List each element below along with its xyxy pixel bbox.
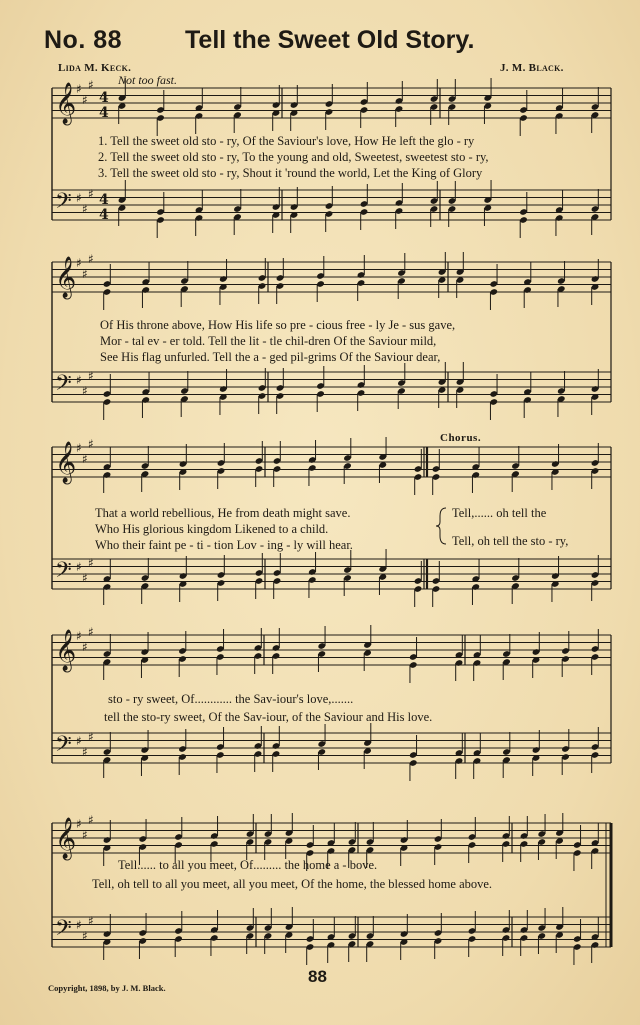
sharp-sign: ♯	[88, 369, 94, 383]
bass-clef: 𝄢	[55, 732, 72, 762]
lyricist-credit: Lida M. Keck.	[58, 62, 132, 74]
sharp-sign: ♯	[88, 625, 94, 639]
sharp-sign: ♯	[88, 730, 94, 744]
verse-1-line-1: 1. Tell the sweet old sto - ry, Of the Saviour's love, How He left the glo - ry	[98, 134, 475, 148]
time-signature-top: 4	[99, 192, 109, 208]
verse-1-line-2: Of His throne above, How His life so pre - cious free - ly Je - sus gave,	[100, 318, 456, 332]
treble-clef: 𝄞	[55, 818, 77, 859]
sharp-sign: ♯	[76, 441, 82, 455]
sharp-sign: ♯	[76, 629, 82, 643]
sharp-sign: ♯	[76, 373, 82, 387]
copyright-notice: Copyright, 1898, by J. M. Black.	[48, 983, 166, 993]
verse-3-line-2: See His flag unfurled. Tell the a - ged pil-grims Of the Saviour dear,	[100, 350, 441, 364]
sharp-sign: ♯	[82, 452, 88, 466]
sharp-sign: ♯	[76, 560, 82, 574]
verse-3-line-3: Who their faint pe - ti - tion Lov - ing - ly will hear.	[95, 538, 353, 552]
sharp-sign: ♯	[82, 571, 88, 585]
bass-clef: 𝄢	[55, 558, 72, 588]
sharp-sign: ♯	[82, 202, 88, 216]
sharp-sign: ♯	[88, 556, 94, 570]
sharp-sign: ♯	[88, 813, 94, 827]
treble-clef: 𝄞	[55, 442, 77, 483]
treble-clef: 𝄞	[55, 630, 77, 671]
hymn-title: Tell the Sweet Old Story.	[185, 26, 475, 54]
sharp-sign: ♯	[82, 745, 88, 759]
chorus-line-3-upper: Tell...... to all you meet, Of......... the home a - bove.	[118, 858, 378, 872]
chorus-label: Chorus.	[440, 432, 482, 444]
sharp-sign: ♯	[76, 817, 82, 831]
chorus-bracket	[436, 508, 446, 544]
sharp-sign: ♯	[88, 914, 94, 928]
verse-2-line-1: 2. Tell the sweet old sto - ry, To the young and old, Sweetest, sweetest sto - ry,	[98, 150, 489, 164]
time-signature-bottom: 4	[99, 207, 109, 223]
bass-clef: 𝄢	[55, 189, 72, 219]
chorus-line-3-lower: Tell, oh tell to all you meet, all you meet, Of the home, the blessed home above.	[92, 877, 493, 891]
chorus-line-2-upper: sto - ry sweet, Of............ the Sav-iour's love,.......	[108, 692, 354, 706]
composer-credit: J. M. Black.	[500, 62, 564, 74]
sharp-sign: ♯	[76, 918, 82, 932]
sharp-sign: ♯	[76, 191, 82, 205]
sharp-sign: ♯	[82, 93, 88, 107]
sharp-sign: ♯	[88, 252, 94, 266]
sharp-sign: ♯	[76, 82, 82, 96]
chorus-line-1-lower: Tell, oh tell the sto - ry,	[452, 534, 569, 548]
time-signature-top: 4	[99, 90, 109, 106]
sharp-sign: ♯	[82, 828, 88, 842]
hymn-number: No. 88	[44, 26, 123, 54]
page-number: 88	[308, 967, 327, 986]
treble-clef: 𝄞	[55, 83, 77, 124]
chorus-line-1-upper: Tell,...... oh tell the	[452, 506, 547, 520]
verse-2-line-3: Who His glorious kingdom Likened to a child.	[95, 522, 329, 536]
sharp-sign: ♯	[82, 640, 88, 654]
sharp-sign: ♯	[76, 734, 82, 748]
sharp-sign: ♯	[82, 929, 88, 943]
time-signature-bottom: 4	[99, 105, 109, 121]
bass-clef: 𝄢	[55, 371, 72, 401]
sharp-sign: ♯	[82, 384, 88, 398]
sharp-sign: ♯	[76, 256, 82, 270]
sharp-sign: ♯	[82, 267, 88, 281]
verse-2-line-2: Mor - tal ev - er told. Tell the lit - tle chil-dren Of the Saviour mild,	[100, 334, 437, 348]
sharp-sign: ♯	[88, 187, 94, 201]
tempo-marking: Not too fast.	[118, 73, 178, 87]
sharp-sign: ♯	[88, 437, 94, 451]
verse-1-line-3: That a world rebellious, He from death might save.	[95, 506, 351, 520]
verse-3-line-1: 3. Tell the sweet old sto - ry, Shout it 'round the world, Let the King of Glory	[98, 166, 483, 180]
chorus-line-2-lower: tell the sto-ry sweet, Of the Sav-iour, of the Saviour and His love.	[104, 710, 433, 724]
bass-clef: 𝄢	[55, 916, 72, 946]
sharp-sign: ♯	[88, 78, 94, 92]
treble-clef: 𝄞	[55, 257, 77, 298]
